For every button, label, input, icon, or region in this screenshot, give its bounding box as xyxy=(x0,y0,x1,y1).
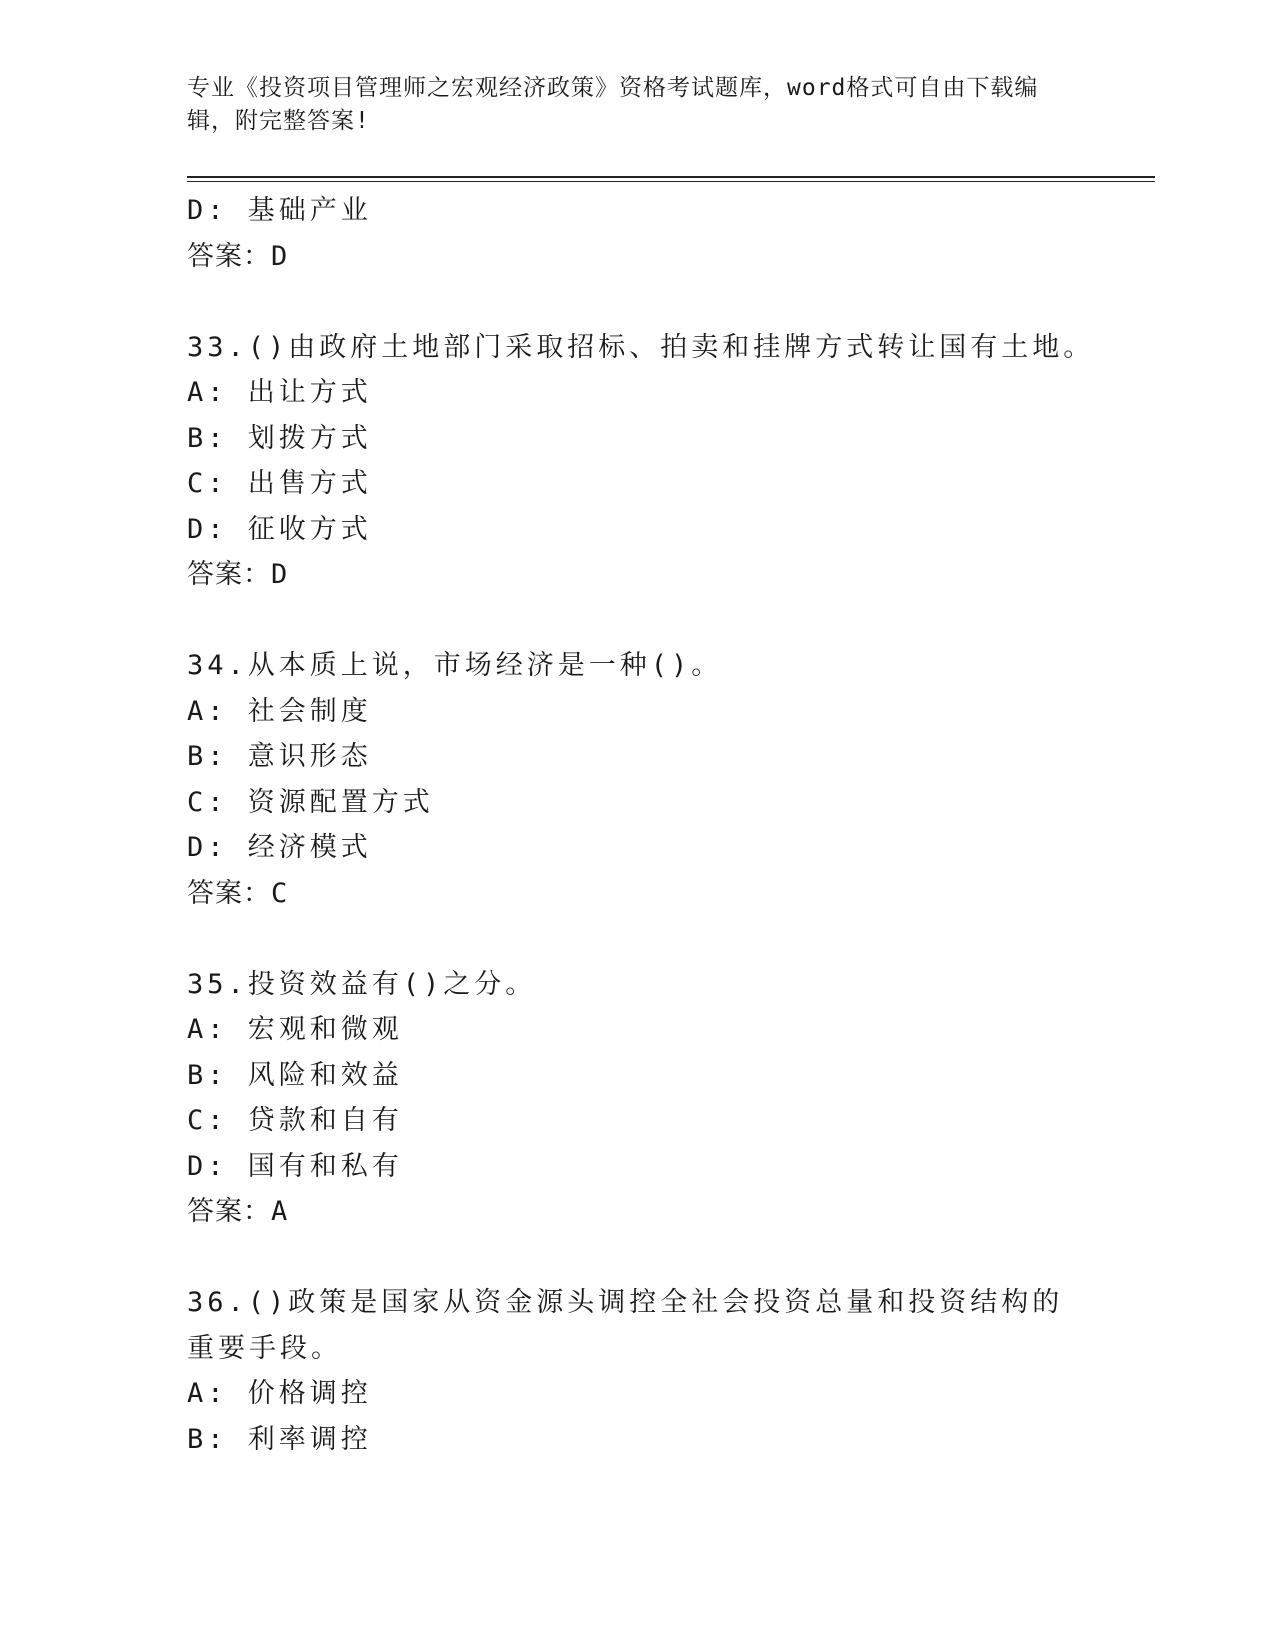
option-text: 利率调控 xyxy=(247,1423,372,1455)
question-33 xyxy=(187,325,1095,371)
question-number: 34. xyxy=(187,650,248,681)
option-line xyxy=(187,1144,1087,1190)
option-text: 国有和私有 xyxy=(247,1150,403,1182)
option-line xyxy=(187,825,1087,871)
question-number: 33. xyxy=(187,331,248,363)
answer-value: D xyxy=(271,240,289,272)
option-line xyxy=(187,461,1087,507)
answer-label: 答案： xyxy=(187,559,271,590)
answer-label: 答案： xyxy=(187,1196,271,1227)
option-text: 基础产业 xyxy=(247,195,372,226)
option-line xyxy=(187,416,1087,462)
answer-value: C xyxy=(271,877,289,909)
option-label: A: xyxy=(187,1378,228,1409)
question-number: 35. xyxy=(187,968,248,1000)
header-divider-thick xyxy=(187,176,1155,178)
question-content xyxy=(187,188,1095,1462)
option-label: B: xyxy=(187,741,228,772)
header-divider-thin xyxy=(187,181,1155,182)
option-label: A: xyxy=(187,1014,228,1045)
option-text: 出售方式 xyxy=(247,468,372,499)
spacer xyxy=(187,916,1087,962)
option-label: D: xyxy=(187,1150,228,1182)
option-line xyxy=(187,1371,1087,1417)
option-line xyxy=(187,780,1087,826)
option-line xyxy=(187,1053,1087,1099)
option-label: B: xyxy=(187,1423,228,1455)
option-text: 价格调控 xyxy=(247,1378,372,1409)
question-number: 36. xyxy=(187,1287,248,1318)
spacer xyxy=(187,598,1087,644)
option-line xyxy=(187,1417,1087,1463)
option-line xyxy=(187,507,1087,553)
option-label: B: xyxy=(187,422,228,454)
option-line xyxy=(187,1007,1087,1053)
spacer xyxy=(187,279,1087,325)
option-line xyxy=(187,370,1087,416)
spacer xyxy=(187,1235,1087,1281)
option-text: 意识形态 xyxy=(247,741,372,772)
option-line xyxy=(187,188,1087,234)
option-text: 征收方式 xyxy=(247,513,372,545)
option-line xyxy=(187,689,1087,735)
option-label: C: xyxy=(187,1105,228,1136)
question-34 xyxy=(187,643,1087,689)
question-36 xyxy=(187,1280,1087,1371)
option-label: C: xyxy=(187,468,228,499)
answer-line xyxy=(187,1189,1087,1235)
question-text: ()由政府土地部门采取招标、拍卖和挂牌方式转让国有土地。 xyxy=(247,331,1095,363)
option-label: D: xyxy=(187,832,228,863)
option-text: 宏观和微观 xyxy=(247,1014,403,1045)
question-text: 投资效益有()之分。 xyxy=(247,968,537,1000)
option-label: D: xyxy=(187,513,228,545)
question-35 xyxy=(187,962,1087,1008)
option-text: 划拨方式 xyxy=(247,422,372,454)
answer-line xyxy=(187,552,1087,598)
option-text: 资源配置方式 xyxy=(247,786,434,818)
option-line xyxy=(187,734,1087,780)
answer-label: 答案： xyxy=(187,240,271,272)
option-line xyxy=(187,1098,1087,1144)
answer-line xyxy=(187,871,1087,917)
answer-line xyxy=(187,234,1087,280)
answer-label: 答案： xyxy=(187,877,271,909)
option-text: 社会制度 xyxy=(247,695,372,727)
option-label: A: xyxy=(187,695,228,727)
option-label: A: xyxy=(187,377,228,408)
option-label: D: xyxy=(187,195,228,226)
option-text: 出让方式 xyxy=(247,377,372,408)
option-label: B: xyxy=(187,1059,228,1091)
option-text: 经济模式 xyxy=(247,832,372,863)
answer-value: A xyxy=(271,1196,289,1227)
answer-value: D xyxy=(271,559,289,590)
question-text: 从本质上说，市场经济是一种()。 xyxy=(247,650,723,681)
option-label: C: xyxy=(187,786,228,818)
question-text: ()政策是国家从资金源头调控全社会投资总量和投资结构的重要手段。 xyxy=(187,1287,1064,1364)
document-header: 专业《投资项目管理师之宏观经济政策》资格考试题库，word格式可自由下载编辑，附完整答案! xyxy=(187,75,1039,134)
option-text: 风险和效益 xyxy=(247,1059,403,1091)
option-text: 贷款和自有 xyxy=(247,1105,403,1136)
